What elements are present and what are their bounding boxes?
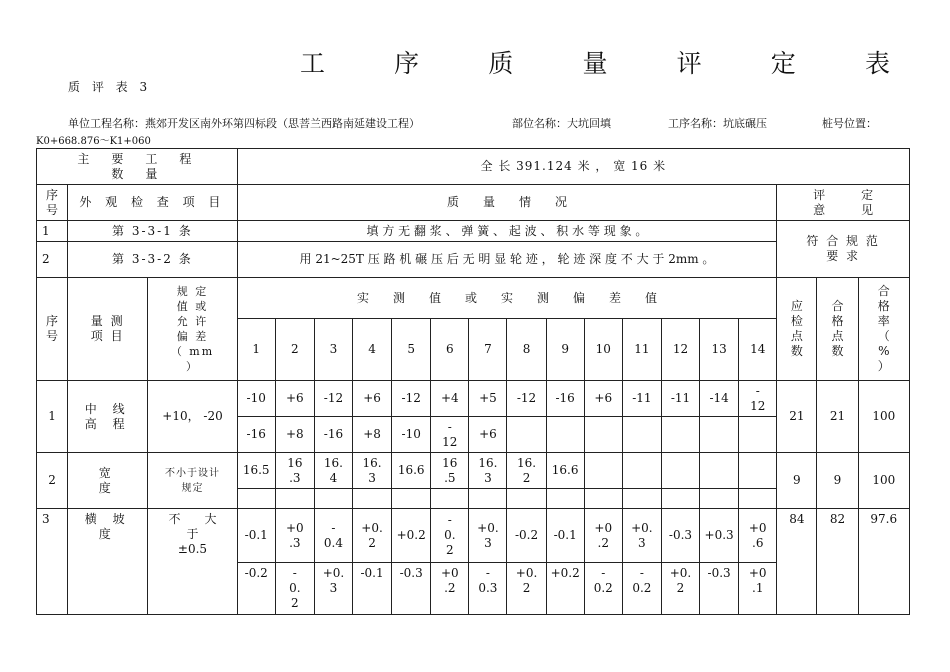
- measured-value: 16 .5: [431, 453, 469, 489]
- measured-value: [661, 489, 699, 509]
- measured-value: [431, 489, 469, 509]
- seq-header: 序 号: [37, 185, 68, 221]
- column-number: 2: [275, 319, 314, 381]
- title-char: 工: [300, 49, 326, 78]
- measured-value: +6: [275, 381, 314, 417]
- measured-values-header: 实 测 值 或 实 测 偏 差 值: [237, 278, 777, 319]
- measured-value: +0. 3: [469, 509, 507, 563]
- measured-value: 16.6: [546, 453, 584, 489]
- measured-value: +6: [353, 381, 392, 417]
- measured-value: [584, 453, 622, 489]
- column-number: 6: [431, 319, 469, 381]
- measured-value: -16: [237, 417, 275, 453]
- passed-count: 9: [817, 453, 858, 509]
- main-quantity-label: 主 要 工 程 数 量: [37, 149, 238, 185]
- column-number: 9: [546, 319, 584, 381]
- station-value: K0+668.876～K1+060: [36, 136, 151, 147]
- measured-value: +0 .6: [739, 509, 777, 563]
- measured-value: [739, 417, 777, 453]
- measured-value: -12: [392, 381, 431, 417]
- measured-value: +0. 3: [314, 563, 352, 615]
- measured-value: - 0. 2: [431, 509, 469, 563]
- column-number: 7: [469, 319, 507, 381]
- measured-value: +0.3: [700, 509, 739, 563]
- measured-value: -12: [314, 381, 352, 417]
- tolerance-header: 规 定 值 或 允 许 偏 差 （ mm ）: [148, 278, 237, 381]
- should-check-count: 9: [777, 453, 817, 509]
- measured-value: [739, 489, 777, 509]
- column-number: 14: [739, 319, 777, 381]
- measured-value: [507, 489, 546, 509]
- measured-value: +6: [584, 381, 622, 417]
- measured-value: [237, 489, 275, 509]
- measured-value: - 12: [739, 381, 777, 417]
- measured-value: [275, 489, 314, 509]
- part-name: 部位名称：大坑回填: [512, 117, 611, 130]
- measured-value: -12: [507, 381, 546, 417]
- column-number: 13: [700, 319, 739, 381]
- measured-value: [700, 453, 739, 489]
- measure-row-no: 3: [37, 509, 68, 615]
- measured-value: +0 .2: [431, 563, 469, 615]
- measure-item-header: 量 测 项 目: [68, 278, 148, 381]
- measured-value: -0.1: [237, 509, 275, 563]
- measured-value: [584, 417, 622, 453]
- measured-value: - 0.2: [622, 563, 661, 615]
- appearance-evaluation: 符 合 规 范 要 求: [777, 221, 910, 278]
- pass-rate: 97.6: [858, 509, 909, 615]
- tolerance-value: +10， -20: [148, 381, 237, 453]
- page-title: [300, 44, 890, 78]
- measured-value: [546, 489, 584, 509]
- measured-value: +0. 3: [622, 509, 661, 563]
- passed-count: 21: [817, 381, 858, 453]
- measured-value: [584, 489, 622, 509]
- measured-value: +8: [275, 417, 314, 453]
- column-number: 11: [622, 319, 661, 381]
- should-check-count: 21: [777, 381, 817, 453]
- passed-count: 82: [817, 509, 858, 615]
- measured-value: +0. 2: [507, 563, 546, 615]
- measured-value: -0.2: [237, 563, 275, 615]
- measured-value: -0.1: [353, 563, 392, 615]
- title-char: 定: [770, 49, 796, 78]
- quality-evaluation-table: [36, 148, 910, 615]
- measured-value: -11: [661, 381, 699, 417]
- column-number: 5: [392, 319, 431, 381]
- form-number: 质 评 表 3: [68, 80, 152, 94]
- measured-value: -10: [237, 381, 275, 417]
- measured-value: [739, 453, 777, 489]
- unit-project-name: 单位工程名称：燕郊开发区南外环第四标段（思菩兰西路南延建设工程）: [68, 117, 420, 130]
- column-number: 4: [353, 319, 392, 381]
- measured-value: -0.3: [700, 563, 739, 615]
- measured-value: +0 .2: [584, 509, 622, 563]
- should-check-header: 应 检 点 数: [777, 278, 817, 381]
- pass-rate-header: 合 格 率 （ % ）: [858, 278, 909, 381]
- measured-value: [622, 453, 661, 489]
- measured-value: [622, 489, 661, 509]
- measured-value: -10: [392, 417, 431, 453]
- main-quantity-value: 全 长 391.124 米 ， 宽 16 米: [237, 149, 909, 185]
- appearance-row-no: 1: [37, 221, 68, 242]
- measured-value: -0.3: [392, 563, 431, 615]
- column-number: 8: [507, 319, 546, 381]
- tolerance-value: 不 大 于 ±0.5: [148, 509, 237, 615]
- quality-header: 质 量 情 况: [237, 185, 777, 221]
- measured-value: +8: [353, 417, 392, 453]
- column-number: 3: [314, 319, 352, 381]
- measured-value: +4: [431, 381, 469, 417]
- appearance-row-desc: 填 方 无 翻 浆 、 弹 簧 、 起 波 、 积 水 等 现 象 。: [237, 221, 777, 242]
- measured-value: 16. 3: [469, 453, 507, 489]
- measured-value: 16.5: [237, 453, 275, 489]
- measured-value: [661, 417, 699, 453]
- measured-value: +0 .1: [739, 563, 777, 615]
- appearance-row-item: 第 3-3-1 条: [68, 221, 238, 242]
- title-char: 序: [394, 49, 420, 78]
- column-number: 12: [661, 319, 699, 381]
- measured-value: 16.6: [392, 453, 431, 489]
- measured-value: [507, 417, 546, 453]
- measured-value: +0 .3: [275, 509, 314, 563]
- measured-value: 16 .3: [275, 453, 314, 489]
- measured-value: - 0.4: [314, 509, 352, 563]
- appearance-row-item: 第 3-3-2 条: [68, 242, 238, 278]
- measured-value: [661, 453, 699, 489]
- measured-value: [392, 489, 431, 509]
- appearance-row-no: 2: [37, 242, 68, 278]
- passed-header: 合 格 点 数: [817, 278, 858, 381]
- measure-item: 宽 度: [68, 453, 148, 509]
- title-char: 评: [676, 49, 702, 78]
- measured-value: +0.2: [392, 509, 431, 563]
- measured-value: -0.3: [661, 509, 699, 563]
- measured-value: -0.2: [507, 509, 546, 563]
- measured-value: [622, 417, 661, 453]
- tolerance-value: 不小于设计 规定: [148, 453, 237, 509]
- title-char: 质: [488, 49, 514, 78]
- measured-value: 16. 3: [353, 453, 392, 489]
- measured-value: - 0. 2: [275, 563, 314, 615]
- measured-value: +0. 2: [353, 509, 392, 563]
- measured-value: [700, 489, 739, 509]
- measure-item: 中 线 高 程: [68, 381, 148, 453]
- title-char: 表: [864, 49, 890, 78]
- measured-value: +5: [469, 381, 507, 417]
- measured-value: [469, 489, 507, 509]
- measured-value: [700, 417, 739, 453]
- measure-seq-header: 序 号: [37, 278, 68, 381]
- measured-value: +0.2: [546, 563, 584, 615]
- measured-value: - 0.3: [469, 563, 507, 615]
- appearance-row-desc: 用 21~25T 压 路 机 碾 压 后 无 明 显 轮 迹 ， 轮 迹 深 度 不 大 于 2mm 。: [237, 242, 777, 278]
- station-label: 桩号位置：: [822, 117, 877, 130]
- measured-value: -11: [622, 381, 661, 417]
- measured-value: [353, 489, 392, 509]
- measured-value: -14: [700, 381, 739, 417]
- pass-rate: 100: [858, 453, 909, 509]
- measure-item: 横 坡 度: [68, 509, 148, 615]
- measured-value: +0. 2: [661, 563, 699, 615]
- measured-value: -0.1: [546, 509, 584, 563]
- measured-value: -16: [314, 417, 352, 453]
- measured-value: +6: [469, 417, 507, 453]
- measured-value: 16. 4: [314, 453, 352, 489]
- measured-value: [546, 417, 584, 453]
- measured-value: 16. 2: [507, 453, 546, 489]
- should-check-count: 84: [777, 509, 817, 615]
- evaluation-header: 评 定 意 见: [777, 185, 910, 221]
- column-number: 10: [584, 319, 622, 381]
- appearance-header: 外 观 检 查 项 目: [68, 185, 238, 221]
- column-number: 1: [237, 319, 275, 381]
- measure-row-no: 2: [37, 453, 68, 509]
- measured-value: -16: [546, 381, 584, 417]
- title-char: 量: [582, 49, 608, 78]
- measured-value: - 0.2: [584, 563, 622, 615]
- measured-value: [314, 489, 352, 509]
- pass-rate: 100: [858, 381, 909, 453]
- measure-row-no: 1: [37, 381, 68, 453]
- process-name: 工序名称：坑底碾压: [668, 117, 767, 130]
- measured-value: - 12: [431, 417, 469, 453]
